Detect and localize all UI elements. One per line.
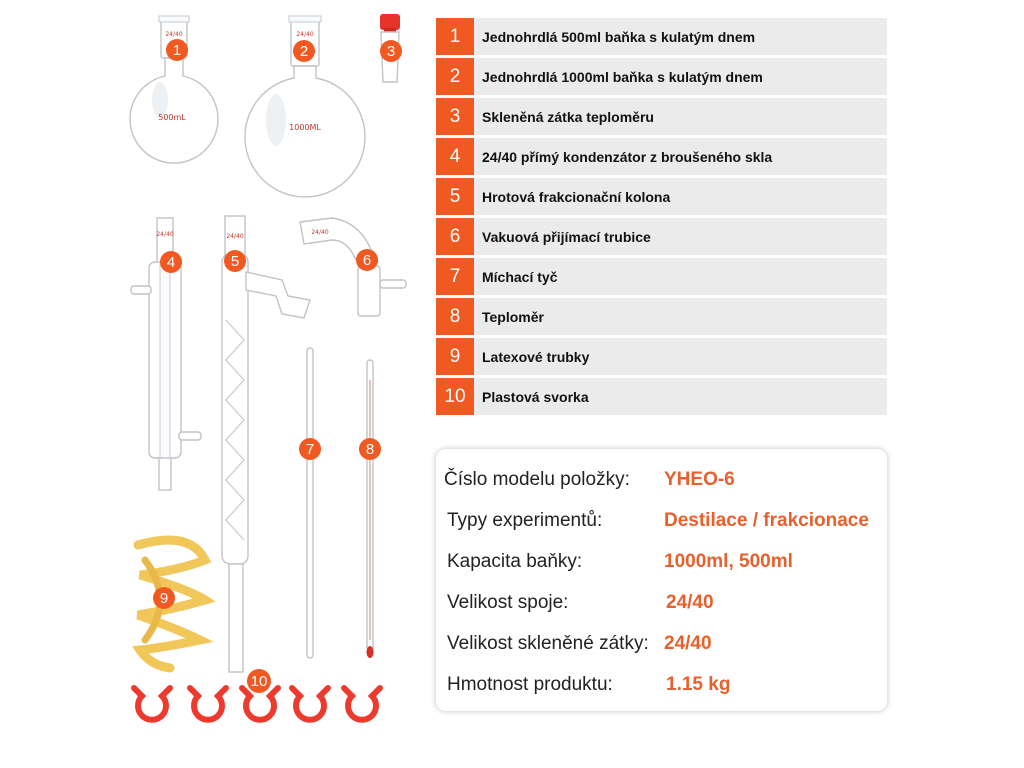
spec-row-experiment-types (436, 510, 887, 540)
parts-list-item (436, 218, 887, 255)
spec-label: Velikost spoje: (447, 592, 569, 613)
item-number-badge: 10 (436, 378, 474, 415)
svg-text:5: 5 (230, 253, 240, 270)
parts-list-item (436, 98, 887, 135)
spec-label: Typy experimentů: (447, 510, 603, 531)
spec-value: 1.15 kg (666, 674, 731, 695)
item-number-badge: 9 (436, 338, 474, 375)
joint-label: 24/40 (296, 31, 314, 38)
item-name: Míchací tyč (482, 268, 558, 285)
joint-label: 24/40 (165, 31, 183, 38)
spec-value: YHEO-6 (664, 469, 735, 490)
spec-value: 24/40 (664, 633, 712, 654)
fractionating-column (222, 216, 310, 672)
product-illustration (0, 0, 430, 768)
item-name: 24/40 přímý kondenzátor z broušeného skla (482, 148, 773, 165)
thermometer (367, 360, 374, 658)
item-number-badge: 6 (436, 218, 474, 255)
item-number-badge: 1 (436, 18, 474, 55)
parts-list-item (436, 258, 887, 295)
item-name: Plastová svorka (482, 388, 589, 405)
parts-list-item (436, 298, 887, 335)
parts-list-item (436, 378, 887, 415)
badge-3 (380, 40, 402, 62)
svg-text:3: 3 (386, 43, 396, 60)
item-number-badge: 3 (436, 98, 474, 135)
spec-label: Velikost skleněné zátky: (447, 633, 649, 654)
svg-text:8: 8 (365, 441, 375, 458)
parts-list-item (436, 138, 887, 175)
item-number-badge: 5 (436, 178, 474, 215)
item-name: Teploměr (482, 308, 544, 325)
joint-label: 24/40 (156, 231, 174, 238)
parts-list-item (436, 178, 887, 215)
badge-1 (166, 39, 188, 61)
svg-text:4: 4 (166, 254, 176, 271)
spec-label: Hmotnost produktu: (447, 674, 613, 695)
svg-text:6: 6 (362, 252, 372, 269)
spec-label: Kapacita baňky: (447, 551, 583, 572)
svg-text:2: 2 (299, 43, 309, 60)
parts-list-item (436, 18, 887, 55)
item-number-badge: 2 (436, 58, 474, 95)
badge-4 (160, 251, 182, 273)
item-name: Vakuová přijímací trubice (482, 228, 651, 245)
spec-value: Destilace / frakcionace (664, 510, 869, 531)
badge-5 (224, 250, 246, 272)
badge-9 (153, 587, 175, 609)
item-name: Jednohrdlá 500ml baňka s kulatým dnem (482, 28, 756, 45)
badge-10 (247, 669, 271, 693)
item-name: Jednohrdlá 1000ml baňka s kulatým dnem (482, 68, 763, 85)
svg-text:7: 7 (305, 441, 315, 458)
spec-row-joint-size (436, 592, 887, 622)
svg-text:1: 1 (172, 42, 182, 59)
spec-value: 24/40 (666, 592, 714, 613)
item-number-badge: 8 (436, 298, 474, 335)
joint-label: 24/40 (311, 229, 329, 236)
item-number-badge: 7 (436, 258, 474, 295)
badge-2 (293, 40, 315, 62)
parts-list (436, 18, 887, 418)
svg-text:9: 9 (159, 590, 169, 607)
badge-6 (356, 249, 378, 271)
flask-500ml (130, 16, 218, 163)
flask-500-label: 500mL (158, 113, 186, 122)
spec-row-flask-capacity (436, 551, 887, 581)
parts-list-item (436, 58, 887, 95)
vacuum-adapter (300, 218, 406, 316)
spec-card (436, 449, 887, 711)
item-name: Skleněná zátka teploměru (482, 108, 654, 125)
spec-value: 1000ml, 500ml (664, 551, 793, 572)
item-number-badge: 4 (436, 138, 474, 175)
spec-label: Číslo modelu položky: (444, 469, 630, 490)
parts-list-item (436, 338, 887, 375)
stirring-rod (307, 348, 313, 658)
flask-1000-label: 1000ML (289, 123, 321, 132)
spec-row-stopper-size (436, 633, 887, 663)
joint-label: 24/40 (226, 233, 244, 240)
badge-8 (359, 438, 381, 460)
spec-row-weight (436, 674, 887, 704)
svg-text:10: 10 (250, 673, 268, 690)
spec-row-model (436, 469, 887, 499)
item-name: Latexové trubky (482, 348, 590, 365)
item-name: Hrotová frakcionační kolona (482, 188, 671, 205)
badge-7 (299, 438, 321, 460)
